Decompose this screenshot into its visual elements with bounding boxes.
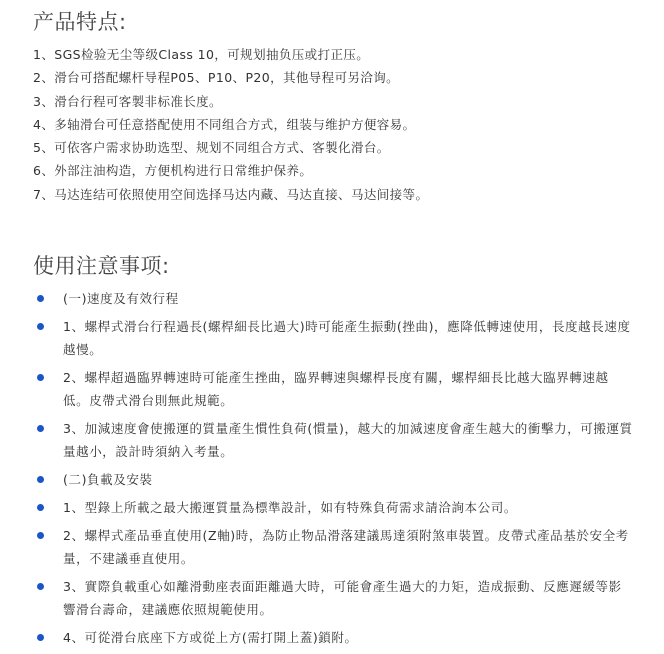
features-title: 产品特点: xyxy=(33,10,127,34)
bullet-icon xyxy=(37,374,44,381)
list-item xyxy=(33,315,633,361)
list-item xyxy=(33,575,633,621)
bullet-icon xyxy=(37,634,44,641)
list-item-text: (二)負載及安裝 xyxy=(63,472,153,487)
list-item: 3、滑台行程可客製非标准长度。 xyxy=(33,93,222,109)
bullet-icon xyxy=(37,425,44,432)
notes-list xyxy=(33,287,633,654)
list-item xyxy=(33,524,633,570)
list-item: 2、滑台可搭配螺杆导程P05、P10、P20，其他导程可另洽询。 xyxy=(33,70,400,86)
list-item: 4、多轴滑台可任意搭配使用不同组合方式，组装与维护方便容易。 xyxy=(33,116,416,132)
list-item xyxy=(33,417,633,463)
bullet-icon xyxy=(37,532,44,539)
bullet-icon xyxy=(37,583,44,590)
list-item-text: 1、螺桿式滑台行程過長(螺桿細長比過大)時可能產生振動(挫曲)，應降低轉速使用，長度越長速度越慢。 xyxy=(63,319,631,357)
list-item xyxy=(33,496,633,519)
bullet-icon xyxy=(37,476,44,483)
list-item-text: (一)速度及有效行程 xyxy=(63,291,179,306)
list-item-text: 4、可從滑台底座下方或從上方(需打開上蓋)鎖附。 xyxy=(63,630,358,645)
list-item-text: 3、實際負載重心如離滑動座表面距離過大時，可能會產生過大的力矩，造成振動、反應遲緩等影響滑台壽命，建議應依照規範使用。 xyxy=(63,579,622,617)
list-item: 6、外部注油构造，方便机构进行日常维护保养。 xyxy=(33,163,313,179)
list-item xyxy=(33,626,633,649)
list-item-text: 1、型錄上所載之最大搬運質量為標準設計，如有特殊負荷需求請洽詢本公司。 xyxy=(63,500,517,515)
bullet-icon xyxy=(37,295,44,302)
list-item: 7、马达连结可依照使用空间选择马达内藏、马达直接、马达间接等。 xyxy=(33,186,429,202)
list-item-text: 2、螺桿式產品垂直使用(Z軸)時，為防止物品滑落建議馬達須附煞車裝置。皮帶式產品基於安全考量，不建議垂直使用。 xyxy=(63,528,629,566)
list-item-text: 2、螺桿超過臨界轉速時可能產生挫曲，臨界轉速與螺桿長度有關，螺桿細長比越大臨界轉速越低。皮帶式滑台則無此規範。 xyxy=(63,370,609,408)
list-item xyxy=(33,468,633,491)
notes-title: 使用注意事项: xyxy=(33,254,170,278)
list-item: 1、SGS检验无尘等级Class 10，可规划抽负压或打正压。 xyxy=(33,47,370,62)
features-list xyxy=(33,43,428,206)
list-item: 5、可依客户需求协助选型、规划不同组合方式、客製化滑台。 xyxy=(33,140,390,156)
list-item xyxy=(33,287,633,310)
bullet-icon xyxy=(37,323,44,330)
list-item xyxy=(33,366,633,412)
bullet-icon xyxy=(37,504,44,511)
list-item-text: 3、加減速度會使搬運的質量產生慣性負荷(慣量)，越大的加減速度會產生越大的衝擊力，可搬運質量越小，設計時須納入考量。 xyxy=(63,421,633,459)
